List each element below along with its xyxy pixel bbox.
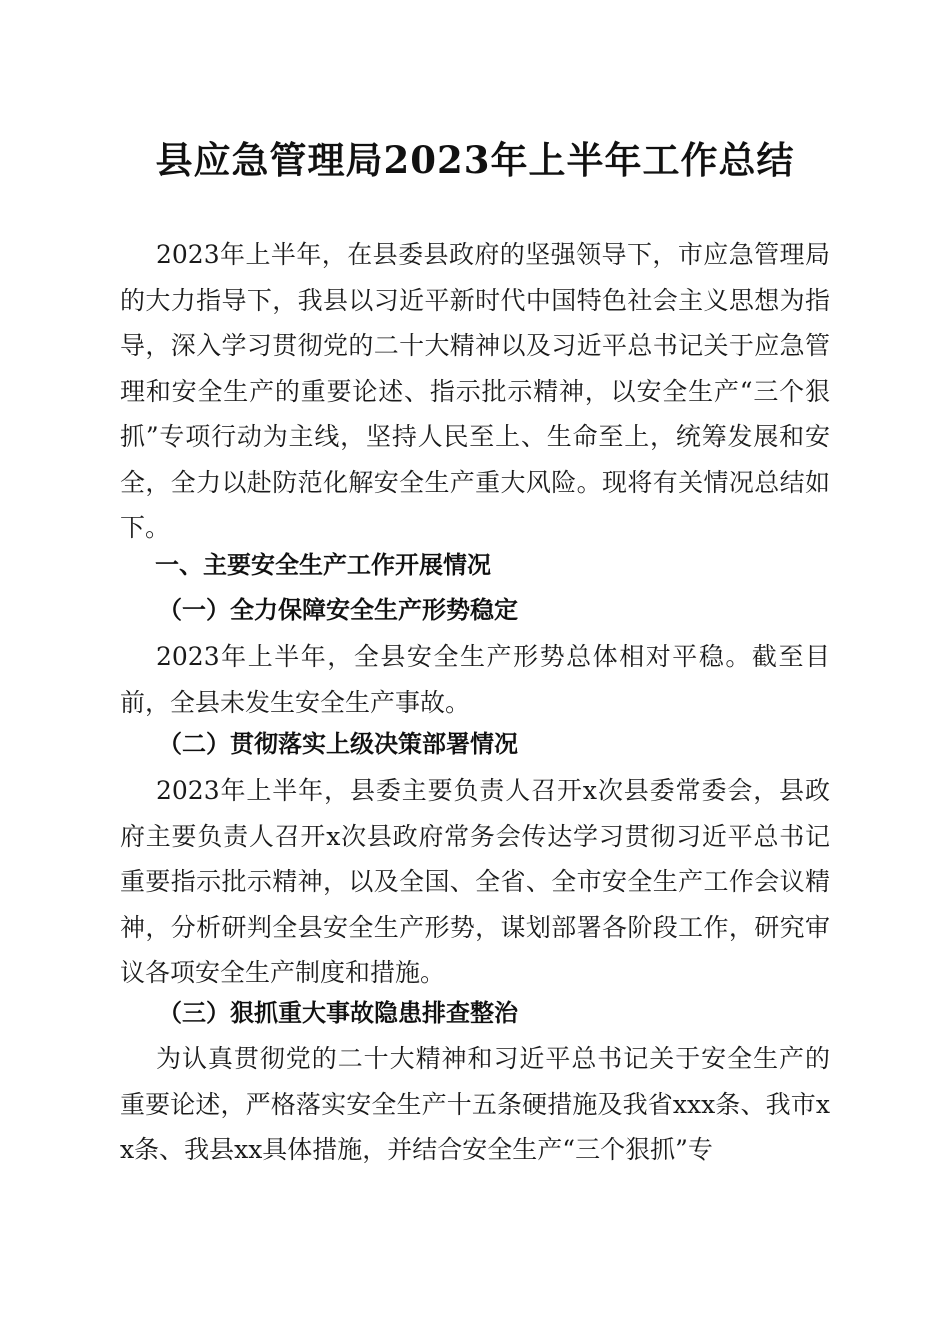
document-title: 县应急管理局2023年上半年工作总结 [155,138,795,182]
subsection-heading-1: （一）全力保障安全生产形势稳定 [158,595,518,624]
subsection-paragraph-1: 2023年上半年，全县安全生产形势总体相对平稳。截至目前，全县未发生安全生产事故。 [120,642,830,717]
section-heading-1: 一、主要安全生产工作开展情况 [155,551,491,579]
subsection-heading-3: （三）狠抓重大事故隐患排查整治 [158,998,518,1027]
intro-paragraph: 2023年上半年，在县委县政府的坚强领导下，市应急管理局的大力指导下，我县以习近平新时代中国特色社会主义思想为指导，深入学习贯彻党的二十大精神以及习近平总书记关于应急管理和安全生产的重要论述、指示批示精神，以安全生产“三个狠抓”专项行动为主线，坚持人民至上、生命至上，统筹发展和安全，全力以赴防范化解安全生产重大风险。现将有关情况总结如下。 [120,240,830,542]
subsection-paragraph-3: 为认真贯彻党的二十大精神和习近平总书记关于安全生产的重要论述，严格落实安全生产十五条硬措施及我省xxx条、我市xx条、我县xx具体措施，并结合安全生产“三个狠抓”专 [120,1044,830,1164]
subsection-heading-2: （二）贯彻落实上级决策部署情况 [158,729,518,758]
subsection-paragraph-2: 2023年上半年，县委主要负责人召开x次县委常委会，县政府主要负责人召开x次县政府常务会传达学习贯彻习近平总书记重要指示批示精神，以及全国、全省、全市安全生产工作会议精神，分析研判全县安全生产形势，谋划部署各阶段工作，研究审议各项安全生产制度和措施。 [120,776,830,987]
